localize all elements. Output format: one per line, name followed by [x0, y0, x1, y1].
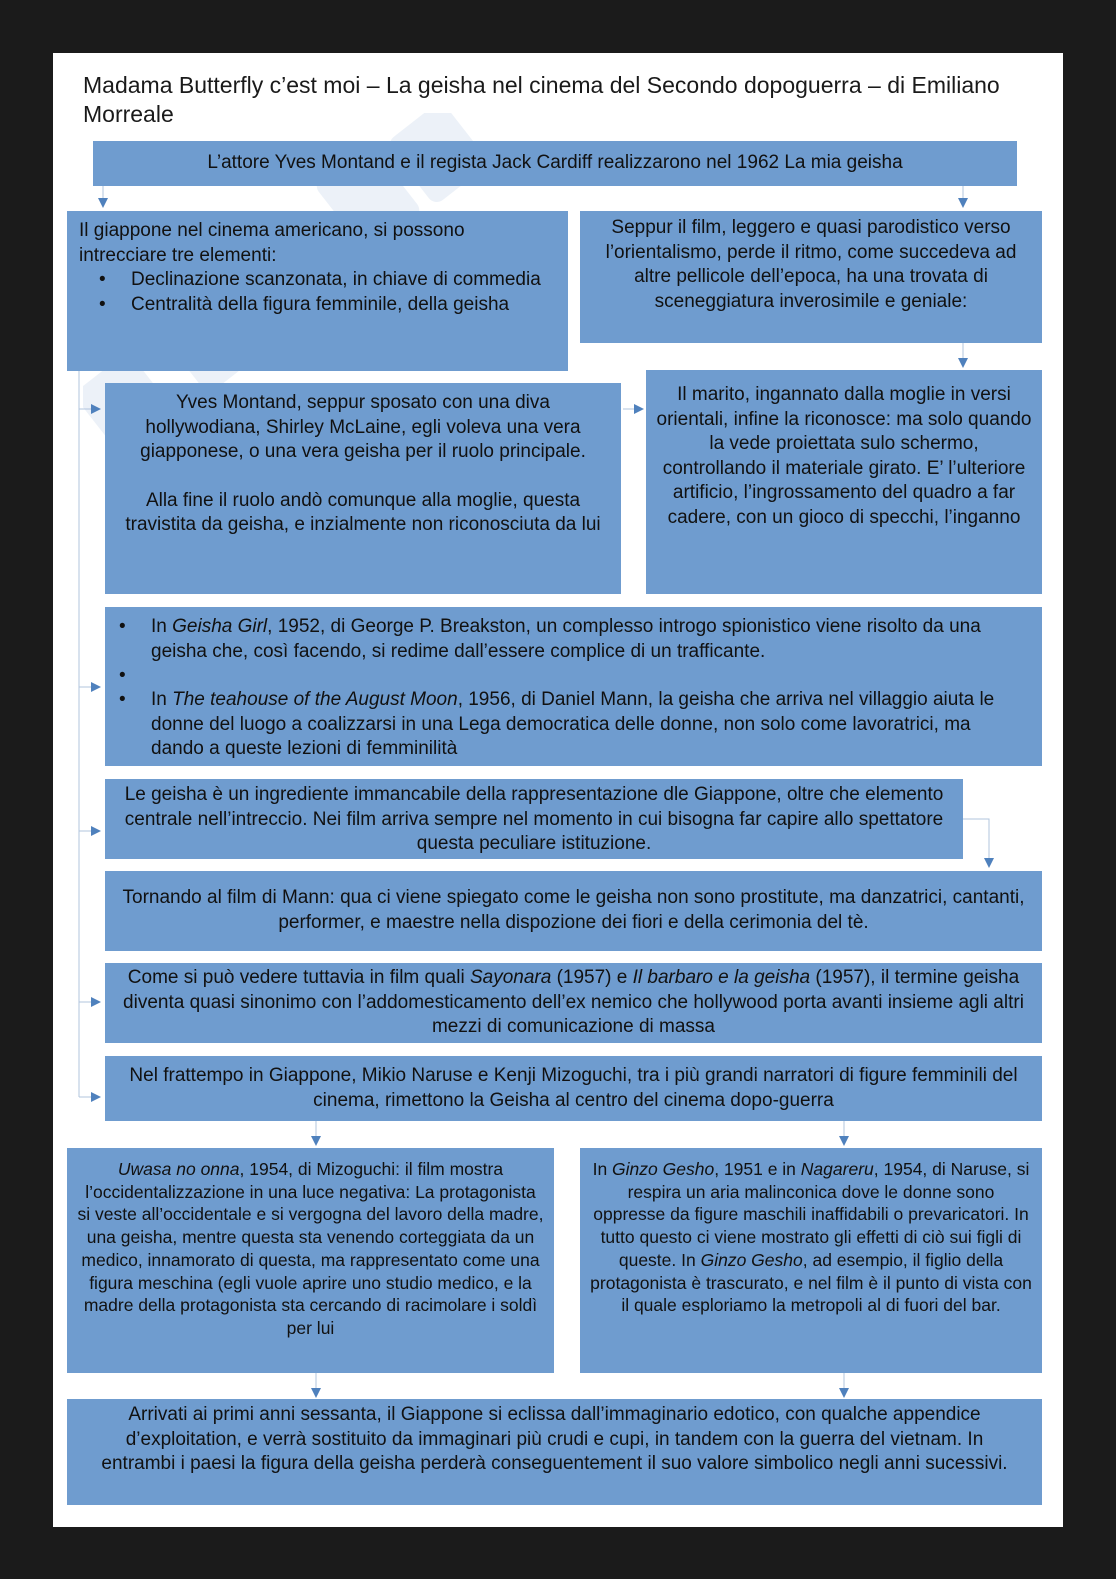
document-page [53, 53, 1063, 1527]
elements-box [67, 211, 568, 371]
film-title: Il barbaro e la geisha [632, 967, 811, 988]
husband-box [646, 370, 1042, 594]
mann-box [105, 871, 1042, 951]
films-list [99, 615, 1028, 762]
naruse-box: In Ginzo Gesho, 1951 e in Nagareru, 1954, di Naruse, si respira un aria malinconica dove le donne sono oppresse da figure maschili inaffidabili o prevaricatori. In tutto questo ci viene mostrato gli effetti di ciò sui figli di queste. In Ginzo Gesho, ad esempio, il figlio della protagonista è trascurato, e nel film è il punto di vista con il quale esploriamo la metropoli al di fuori del bar. [580, 1148, 1042, 1373]
elements-item: • Centralità della figura femminile, della geisha [131, 293, 554, 318]
japan-box [105, 1056, 1042, 1121]
films-item-geisha-girl: • In Geisha Girl, 1952, di George P. Breakston, un complesso introgo spionistico viene risolto da una geisha che, così facendo, si redime dall’essere complice di un trafficante. [151, 615, 1028, 664]
film-title: Nagareru [800, 1159, 874, 1179]
film-title: Ginzo Gesho [700, 1249, 803, 1270]
list-spacer [151, 664, 1028, 688]
critique-box [580, 211, 1042, 343]
film-title: Ginzo Gesho [612, 1159, 715, 1179]
films-item-teahouse: • In The teahouse of the August Moon, 1956, di Daniel Mann, la geisha che arriva nel villaggio aiuta le donne del luogo a coalizzarsi in una Lega democratica delle donne, non solo come lavoratrici, ma dando a queste lezioni di femminilità [151, 688, 1028, 762]
montand-box [105, 383, 621, 594]
sayonara-box: Come si può vedere tuttavia in film quali Sayonara (1957) e Il barbaro e la geisha (1957), il termine geisha diventa quasi sinonimo con l’addomesticamento dell’ex nemico che hollywood porta avanti insieme agli altri mezzi di comunicazione di massa [105, 963, 1042, 1043]
elements-item: • Declinazione scanzonata, in chiave di commedia [131, 268, 554, 293]
arrow-ingredient-mann [963, 819, 989, 865]
elements-list [79, 268, 554, 317]
film-title: Geisha Girl [172, 616, 268, 637]
mizoguchi-box: Uwasa no onna, 1954, di Mizoguchi: il film mostra l’occidentalizzazione in una luce negativa: La protagonista si veste all’occidentale e si vergogna del lavoro della madre, una geisha, mentre questa sta venendo corteggiata da un medico, innamorato di questa, ma rappresentato come una figura meschina (egli vuole aprire uno studio medico, e la madre della protagonista sta cercando di racimolare i soldì per lui [67, 1148, 554, 1373]
film-title: Uwasa no onna [117, 1159, 240, 1179]
ingredient-box [105, 779, 963, 859]
montand-paragraph-1: Yves Montand, seppur sposato con una diva hollywodiana, Shirley McLaine, egli voleva una vera giapponese, o una vera geisha per il ruolo principale. [140, 392, 586, 462]
japan-text: Nel frattempo in Giappone, Mikio Naruse e Kenji Mizoguchi, tra i più grandi narratori di figure femminili del cinema, rimettono la Geisha al centro del cinema dopo-guerra [129, 1065, 1018, 1111]
conclusion-box [67, 1399, 1042, 1505]
film-title: Sayonara [469, 967, 552, 988]
intro-box [93, 141, 1017, 186]
critique-text: Seppur il film, leggero e quasi parodistico verso l’orientalismo, perde il ritmo, come succedeva ad altre pellicole dell’epoca, ha una trovata di sceneggiatura inverosimile e geniale: [605, 217, 1017, 312]
films-box [105, 607, 1042, 766]
film-title: The teahouse of the August Moon [172, 689, 458, 710]
husband-text: Il marito, ingannato dalla moglie in versi orientali, infine la riconosce: ma solo quando la vede proiettata sulo schermo, controllando il materiale girato. E’ l’ulteriore artificio, l’ingrossamento del quadro a far cadere, con un gioco di specchi, l’inganno [656, 384, 1032, 528]
ingredient-text: Le geisha è un ingrediente immancabile della rappresentazione dle Giappone, oltre che elemento centrale nell’intreccio. Nei film arriva sempre nel momento in cui bisogna far capire allo spettatore questa peculiare istituzione. [124, 784, 944, 854]
intro-text: L’attore Yves Montand e il regista Jack Cardiff realizzarono nel 1962 La mia geisha [207, 152, 903, 173]
mann-text: Tornando al film di Mann: qua ci viene spiegato come le geisha non sono prostitute, ma danzatrici, cantanti, performer, e maestre nella dispozione dei fiori e della cerimonia del tè. [122, 887, 1025, 933]
document-title: Madama Butterfly c’est moi – La geisha nel cinema del Secondo dopoguerra – di Emiliano Morreale [83, 72, 1000, 127]
elements-lead: Il giappone nel cinema americano, si possono intrecciare tre elementi: [79, 220, 465, 266]
montand-paragraph-2: Alla fine il ruolo andò comunque alla moglie, questa travistita da geisha, e inzialmente non riconosciuta da lui [125, 489, 601, 535]
conclusion-text: Arrivati ai primi anni sessanta, il Giappone si eclissa dall’immaginario edotico, con qualche appendice d’exploitation, e verrà sostituito da immaginari più crudi e cupi, in tandem con la guerra del vietnam. In entrambi i paesi la figura della geisha perderà conseguentement il suo valore simbolico negli anni sucessivi. [101, 1404, 1008, 1474]
